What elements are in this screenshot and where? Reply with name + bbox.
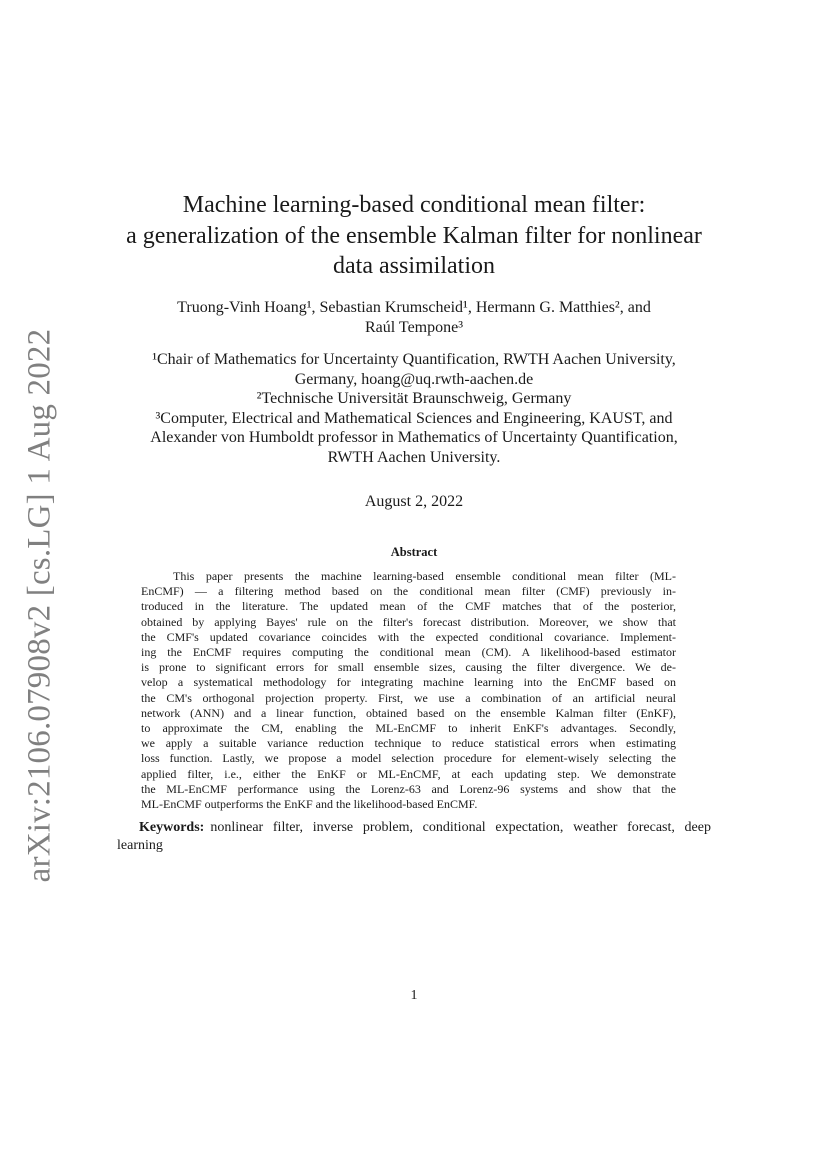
abstract-line: ing the EnCMF requires computing the conditional mean (CM). A likelihood-based estimator [141, 645, 676, 660]
author-list [100, 298, 728, 337]
abstract-line: EnCMF) — a filtering method based on the conditional mean filter (CMF) previously in- [141, 584, 676, 599]
affiliation-line: ²Technische Universität Braunschweig, Germany [256, 390, 572, 408]
abstract-line: velop a systematical methodology for integrating machine learning into the EnCMF based on [141, 675, 676, 690]
keywords-line [117, 819, 711, 837]
abstract-line: obtained by applying Bayes' rule on the filter's forecast distribution. Moreover, we show that [141, 614, 676, 629]
affiliation-line: RWTH Aachen University. [327, 448, 501, 466]
keywords-text: nonlinear filter, inverse problem, conditional expectation, weather forecast, deep [210, 820, 711, 835]
abstract-line: loss function. Lastly, we propose a model selection procedure for element-wisely selecting the [141, 751, 676, 766]
abstract-heading: Abstract [390, 545, 438, 559]
publication-date: August 2, 2022 [364, 493, 464, 510]
abstract-line: troduced in the literature. The updated mean of the CMF matches that of the posterior, [141, 599, 676, 614]
author-line: Truong-Vinh Hoang¹, Sebastian Krumscheid¹, Hermann G. Matthies², and [177, 299, 651, 316]
affiliation-list [60, 350, 768, 468]
author-line: Raúl Tempone³ [364, 318, 464, 336]
abstract-line: network (ANN) and a linear function, obtained based on the ensemble Kalman filter (EnKF), [141, 705, 676, 720]
paper-title [100, 190, 728, 282]
keywords-section [117, 819, 711, 855]
title-line: Machine learning-based conditional mean filter: [182, 192, 646, 218]
page-number: 1 [410, 988, 418, 1003]
affiliation-line: Alexander von Humboldt professor in Mathematics of Uncertainty Quantification, [150, 429, 678, 447]
abstract-line: the CM's orthogonal projection property. First, we use a combination of an artificial neural [141, 690, 676, 705]
keywords-label: Keywords: [139, 820, 205, 835]
affiliation-line: Germany, hoang@uq.rwth-aachen.de [294, 370, 534, 388]
abstract-line: applied filter, i.e., either the EnKF or ML-EnCMF, at each updating step. We demonstrate [141, 766, 676, 781]
abstract-line: we apply a suitable variance reduction technique to reduce statistical errors when estimating [141, 736, 676, 751]
arxiv-stamp [20, 328, 60, 882]
abstract-line: the CMF's updated covariance coincides with the expected conditional covariance. Implement- [141, 629, 676, 644]
arxiv-identifier: arXiv:2106.07908v2 [cs.LG] 1 Aug 2022 [21, 328, 58, 882]
abstract-line: the ML-EnCMF performance using the Lorenz-63 and Lorenz-96 systems and show that the [141, 781, 676, 796]
abstract-line: ML-EnCMF outperforms the EnKF and the likelihood-based EnCMF. [141, 797, 478, 812]
keywords-line: learning [117, 838, 163, 853]
title-line: data assimilation [333, 253, 495, 279]
abstract-line: to approximate the CM, enabling the ML-EnCMF to inherit EnKF's advantages. Secondly, [141, 721, 676, 736]
abstract-line: This paper presents the machine learning-based ensemble conditional mean filter (ML- [173, 569, 676, 583]
abstract-line: is prone to significant errors for small ensemble sizes, causing the filter divergence. We de- [141, 660, 676, 675]
abstract-body [141, 569, 676, 812]
affiliation-line: ¹Chair of Mathematics for Uncertainty Quantification, RWTH Aachen University, [152, 351, 676, 368]
affiliation-line: ³Computer, Electrical and Mathematical Sciences and Engineering, KAUST, and [155, 409, 673, 427]
title-line: a generalization of the ensemble Kalman filter for nonlinear [126, 222, 702, 249]
